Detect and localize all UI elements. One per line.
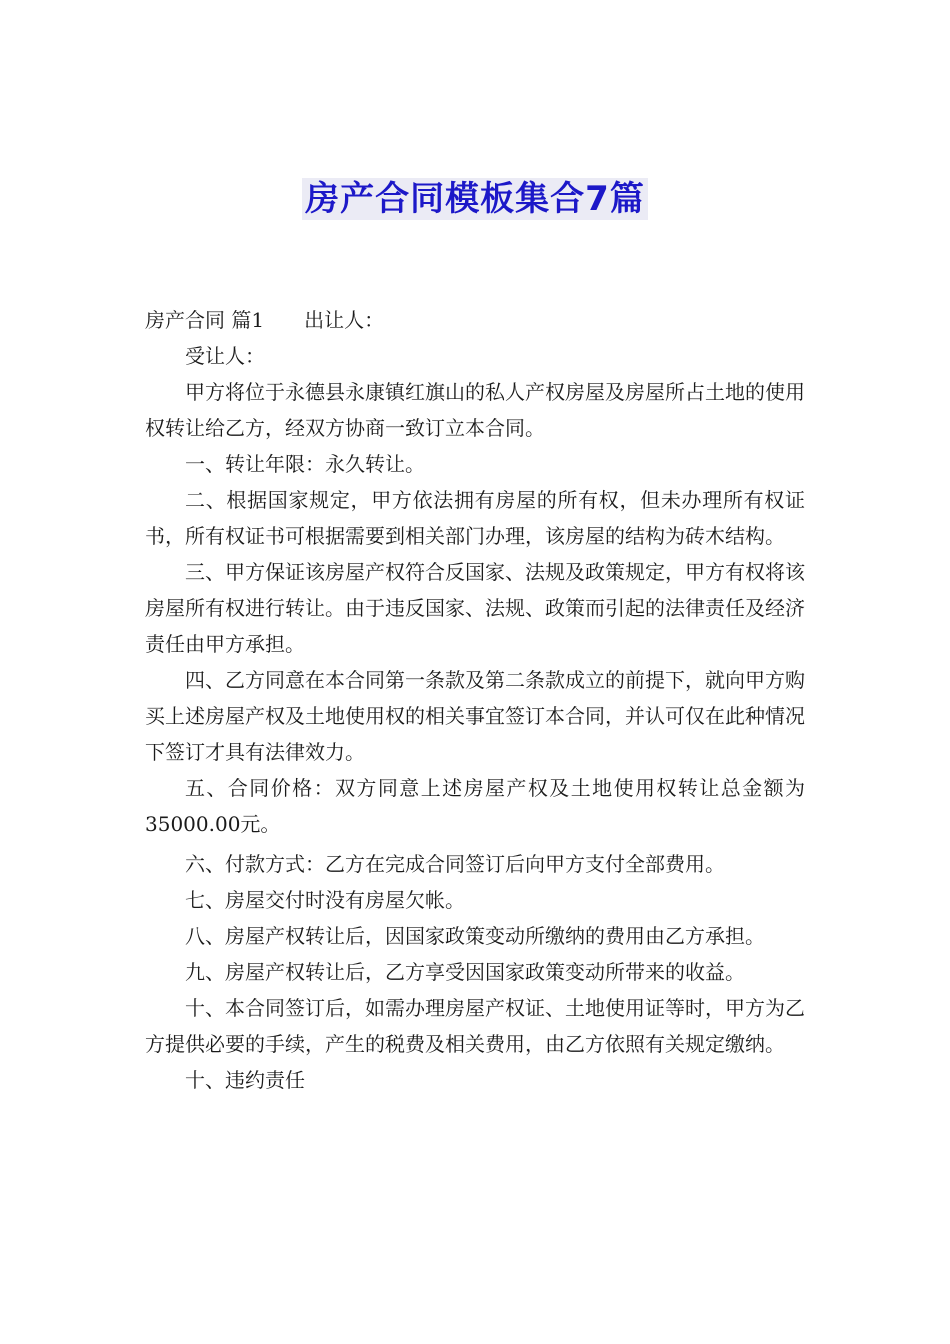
paragraph-transferee: 受让人： (185, 344, 265, 368)
transferor-label: 出让人： (304, 308, 385, 332)
paragraph-breach-heading: 十、违约责任 (185, 1068, 305, 1092)
paragraph-clause-9: 九、房屋产权转让后，乙方享受因国家政策变动所带来的收益。 (185, 960, 745, 984)
intro-line (145, 302, 805, 338)
paragraph-clause-5: 五、合同价格：双方同意上述房屋产权及土地使用权转让总金额为35000.00元。 (145, 776, 805, 836)
paragraph-clause-7: 七、房屋交付时没有房屋欠帐。 (185, 888, 465, 912)
paragraph-clause-6: 六、付款方式：乙方在完成合同签订后向甲方支付全部费用。 (185, 852, 725, 876)
paragraph-clause-3: 三、甲方保证该房屋产权符合反国家、法规及政策规定，甲方有权将该房屋所有权进行转让。由于违反国家、法规、政策而引起的法律责任及经济责任由甲方承担。 (145, 560, 805, 656)
contract-heading: 房产合同 篇1 (145, 308, 265, 332)
paragraph-clause-2: 二、根据国家规定，甲方依法拥有房屋的所有权，但未办理所有权证书，所有权证书可根据需要到相关部门办理，该房屋的结构为砖木结构。 (145, 488, 805, 548)
paragraph-clause-1: 一、转让年限：永久转让。 (185, 452, 425, 476)
title-container (0, 178, 950, 220)
paragraph-clause-10: 十、本合同签订后，如需办理房屋产权证、土地使用证等时，甲方为乙方提供必要的手续，产生的税费及相关费用，由乙方依照有关规定缴纳。 (145, 996, 805, 1056)
paragraph-clause-8: 八、房屋产权转让后，因国家政策变动所缴纳的费用由乙方承担。 (185, 924, 765, 948)
document-title: 房产合同模板集合7篇 (302, 178, 648, 220)
paragraph-clause-4: 四、乙方同意在本合同第一条款及第二条款成立的前提下，就向甲方购买上述房屋产权及土地使用权的相关事宜签订本合同，并认可仅在此种情况下签订才具有法律效力。 (145, 668, 805, 764)
paragraph-preamble: 甲方将位于永德县永康镇红旗山的私人产权房屋及房屋所占土地的使用权转让给乙方，经双方协商一致订立本合同。 (145, 380, 805, 440)
document-body (145, 302, 805, 1098)
